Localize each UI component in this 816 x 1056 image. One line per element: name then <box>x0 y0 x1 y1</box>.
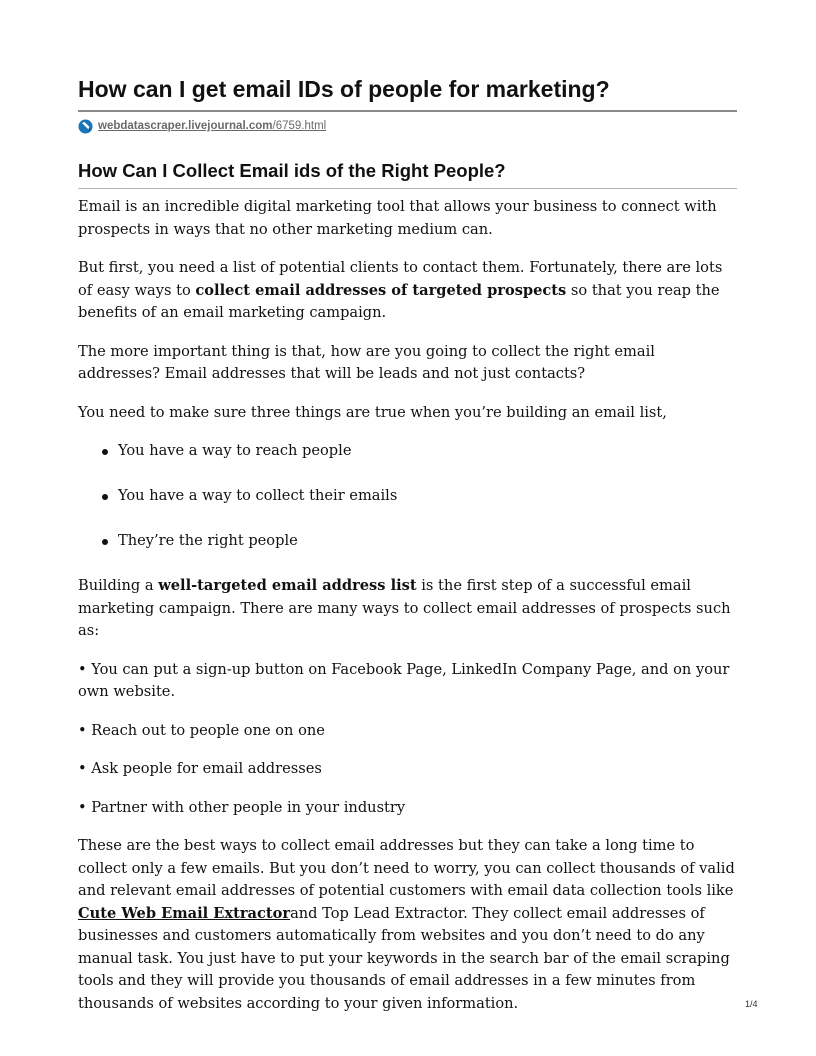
source-link[interactable] <box>78 117 326 135</box>
paragraph-intro: Email is an incredible digital marketing tool that allows your business to connect with prospects in ways that no other marketing medium can. <box>78 198 717 238</box>
paragraph-building-list <box>78 575 737 643</box>
source-domain[interactable]: webdatascraper.livejournal.com <box>98 120 273 132</box>
paragraph-text: Building a <box>78 577 159 594</box>
list-item: You have a way to collect their emails <box>118 485 737 508</box>
paragraph-text: These are the best ways to collect email addresses but they can take a long time to collect only a few emails. But you don’t need to worry, you can collect thousands of valid and relevant email addresses of potential customers with email data collection tools like <box>78 837 735 899</box>
page-number: 1/4 <box>745 999 758 1009</box>
paragraph-text: is the first step of a successful email marketing campaign. There are many ways to collect email addresses of prospects such as: <box>78 577 731 639</box>
paragraph-text: and Top Lead Extractor. They collect email addresses of businesses and customers automatically from websites and you don’t need to do any manual task. You just have to put your keywords in the search bar of the email scraping tools and they will provide you thousands of email addresses in a few minutes from thousands of websites according to your given information. <box>78 904 730 1012</box>
method-item: • You can put a sign-up button on Facebook Page, LinkedIn Company Page, and on your own website. <box>78 660 730 700</box>
paragraph-text: so that you reap the benefits of an email marketing campaign. <box>78 281 720 321</box>
paragraph-three-things: You need to make sure three things are true when you’re building an email list, <box>78 403 667 421</box>
method-item: • Reach out to people one on one <box>78 721 325 739</box>
cute-web-email-extractor-link[interactable]: Cute Web Email Extractor <box>78 904 291 922</box>
requirements-list <box>78 440 737 553</box>
list-item: They’re the right people <box>118 530 737 553</box>
emphasis-text: collect email addresses of targeted prospects <box>195 281 567 299</box>
article-body <box>78 196 737 1031</box>
paragraph-question: The more important thing is that, how are you going to collect the right email addresses? Email addresses that will be leads and not just contacts? <box>78 342 655 382</box>
emphasis-text: well-targeted email address list <box>158 577 417 594</box>
livejournal-icon <box>78 119 93 134</box>
paragraph-list-needed <box>78 257 737 325</box>
method-item: • Ask people for email addresses <box>78 760 322 777</box>
paragraph-tools <box>78 835 737 1015</box>
page-title: How can I get email IDs of people for marketing? <box>78 76 610 102</box>
source-path[interactable]: /6759.html <box>272 120 327 132</box>
list-item: You have a way to reach people <box>118 440 737 463</box>
paragraph-text: But first, you need a list of potential clients to contact them. Fortunately, there are lots of easy ways to <box>78 259 723 299</box>
title-divider <box>78 110 737 112</box>
method-item: • Partner with other people in your industry <box>78 798 406 816</box>
section-heading: How Can I Collect Email ids of the Right People? <box>78 160 506 181</box>
heading-divider <box>78 188 737 189</box>
